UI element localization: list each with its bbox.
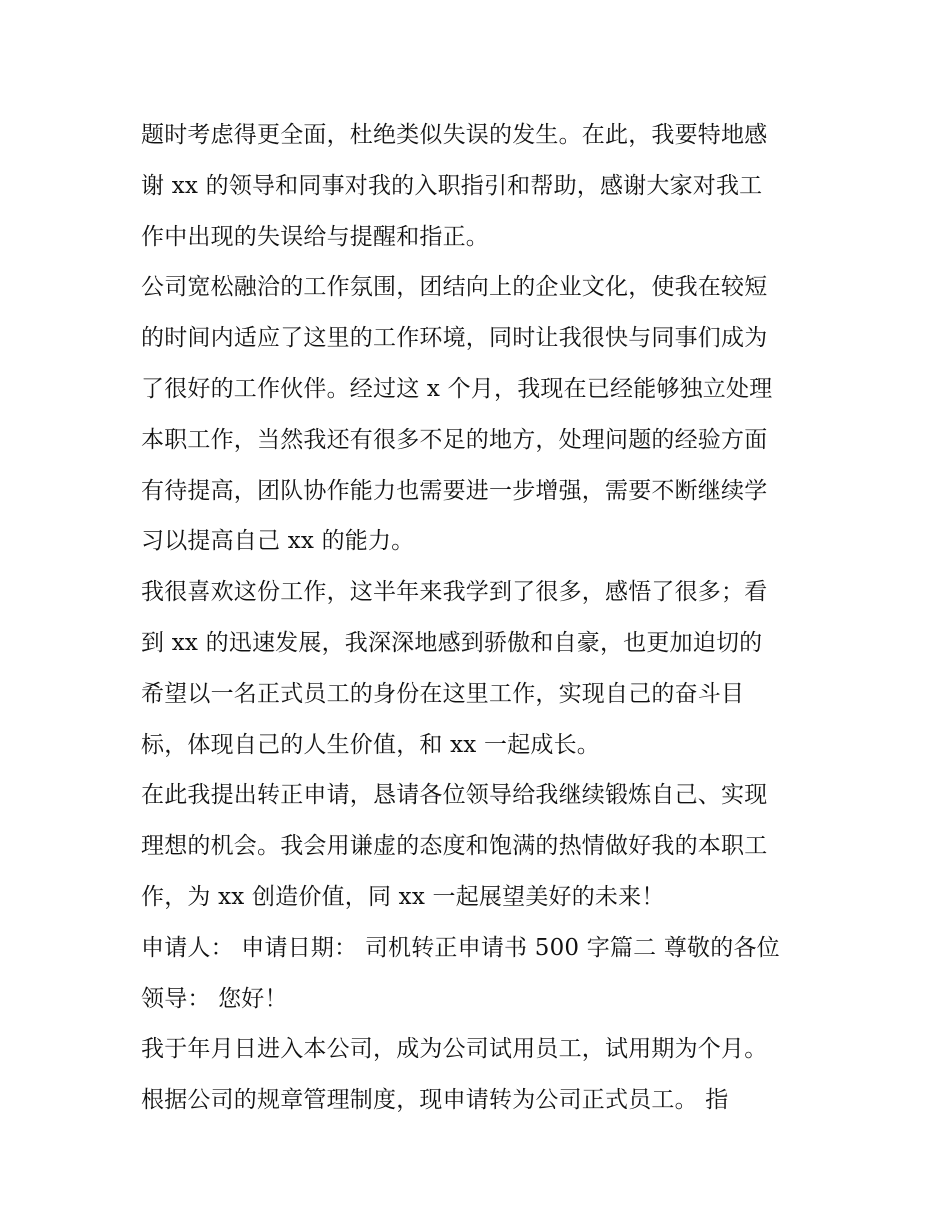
- document-body: [141, 110, 816, 1126]
- text-line: 本职工作，当然我还有很多不足的地方，处理问题的经验方面: [141, 426, 768, 453]
- text-line: 我于年月日进入本公司，成为公司试用员工，试用期为个月。: [141, 1036, 768, 1063]
- text-line: 根据公司的规章管理制度，现申请转为公司正式员工。 指: [141, 1087, 729, 1114]
- text-line: 的时间内适应了这里的工作环境，同时让我很快与同事们成为: [141, 325, 768, 352]
- text-line: 到 xx 的迅速发展，我深深地感到骄傲和自豪，也更加迫切的: [141, 629, 763, 656]
- text-line: 作中出现的失误给与提醒和指正。: [141, 223, 489, 250]
- text-line: 标，体现自己的人生价值，和 xx 一起成长。: [141, 731, 600, 758]
- text-line: 希望以一名正式员工的身份在这里工作，实现自己的奋斗目: [141, 680, 745, 707]
- text-line: 公司宽松融洽的工作氛围，团结向上的企业文化，使我在较短: [141, 274, 768, 301]
- text-line: 题时考虑得更全面，杜绝类似失误的发生。在此，我要特地感: [141, 122, 768, 148]
- text-line: 理想的机会。我会用谦虚的态度和饱满的热情做好我的本职工: [141, 833, 768, 860]
- text-line: 习以提高自己 xx 的能力。: [141, 528, 415, 555]
- text-line: 谢 xx 的领导和同事对我的入职指引和帮助，感谢大家对我工: [141, 172, 763, 199]
- text-line: 有待提高，团队协作能力也需要进一步增强，需要不断继续学: [141, 477, 768, 504]
- text-line: 在此我提出转正申请，恳请各位领导给我继续锻炼自己、实现: [141, 782, 768, 809]
- text-line: 领导： 您好！: [141, 985, 288, 1012]
- text-line: 我很喜欢这份工作，这半年来我学到了很多，感悟了很多；看: [141, 579, 768, 606]
- text-line: 作，为 xx 创造价值，同 xx 一起展望美好的未来！: [141, 883, 665, 910]
- text-line: 申请人： 申请日期： 司机转正申请书 500 字篇二 尊敬的各位: [141, 934, 780, 961]
- text-line: 了很好的工作伙伴。经过这 x 个月，我现在已经能够独立处理: [141, 375, 773, 402]
